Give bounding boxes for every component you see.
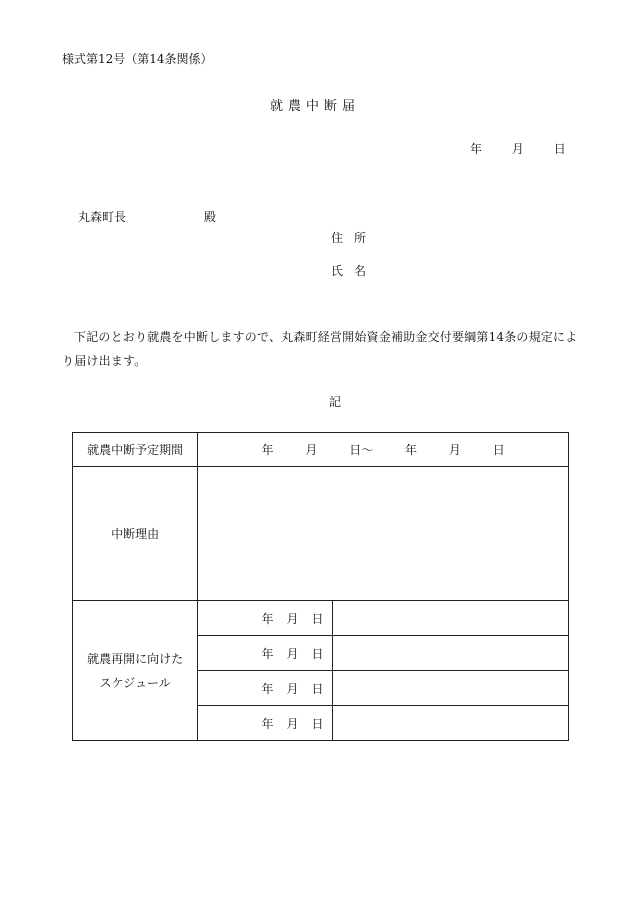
schedule-year: 年 xyxy=(261,716,274,731)
addressee-name: 丸森町長 xyxy=(78,210,127,224)
schedule-date[interactable] xyxy=(198,671,332,706)
schedule-date[interactable] xyxy=(198,706,332,741)
schedule-year: 年 xyxy=(261,646,274,661)
reason-label: 中断理由 xyxy=(73,467,198,601)
schedule-day: 日 xyxy=(311,646,324,661)
declaration-text: 下記のとおり就農を中断しますので、丸森町経営開始資金補助金交付要綱第14条の規定により届け出ます。 xyxy=(62,330,578,368)
schedule-row xyxy=(73,601,569,636)
page-title: 就農中断届 xyxy=(269,99,360,114)
schedule-content[interactable] xyxy=(332,671,569,706)
period-label: 就農中断予定期間 xyxy=(73,433,198,467)
form-number: 様式第12号（第14条関係） xyxy=(62,52,213,66)
period-month-1: 月 xyxy=(305,443,318,457)
suspension-form-table xyxy=(72,432,569,741)
addressee xyxy=(78,208,216,225)
schedule-month: 月 xyxy=(286,716,299,731)
period-year-2: 年 xyxy=(405,443,418,457)
addressee-honorific: 殿 xyxy=(204,210,217,224)
schedule-content[interactable] xyxy=(332,706,569,741)
period-day-1: 日～ xyxy=(349,443,374,457)
schedule-date[interactable] xyxy=(198,601,332,636)
schedule-day: 日 xyxy=(311,681,324,696)
schedule-label-line2: スケジュール xyxy=(99,675,171,690)
name-label: 氏名 xyxy=(331,264,378,278)
schedule-year: 年 xyxy=(261,681,274,696)
period-day-2: 日 xyxy=(492,443,505,457)
reason-row xyxy=(73,467,569,601)
schedule-day: 日 xyxy=(311,611,324,626)
period-month-2: 月 xyxy=(448,443,461,457)
submission-date[interactable] xyxy=(470,140,566,157)
schedule-label xyxy=(73,601,198,741)
schedule-label-line1: 就農再開に向けた xyxy=(87,651,184,666)
date-month-label: 月 xyxy=(511,142,524,156)
address-label: 住所 xyxy=(331,231,378,245)
schedule-date[interactable] xyxy=(198,636,332,671)
date-year-label: 年 xyxy=(470,142,483,156)
period-row xyxy=(73,433,569,467)
schedule-day: 日 xyxy=(311,716,324,731)
schedule-month: 月 xyxy=(286,611,299,626)
ki-heading: 記 xyxy=(328,395,341,409)
date-day-label: 日 xyxy=(553,142,566,156)
schedule-month: 月 xyxy=(286,681,299,696)
reason-value[interactable] xyxy=(198,467,569,601)
schedule-content[interactable] xyxy=(332,636,569,671)
schedule-month: 月 xyxy=(286,646,299,661)
period-year-1: 年 xyxy=(261,443,274,457)
schedule-year: 年 xyxy=(261,611,274,626)
schedule-content[interactable] xyxy=(332,601,569,636)
period-value[interactable] xyxy=(198,433,569,467)
